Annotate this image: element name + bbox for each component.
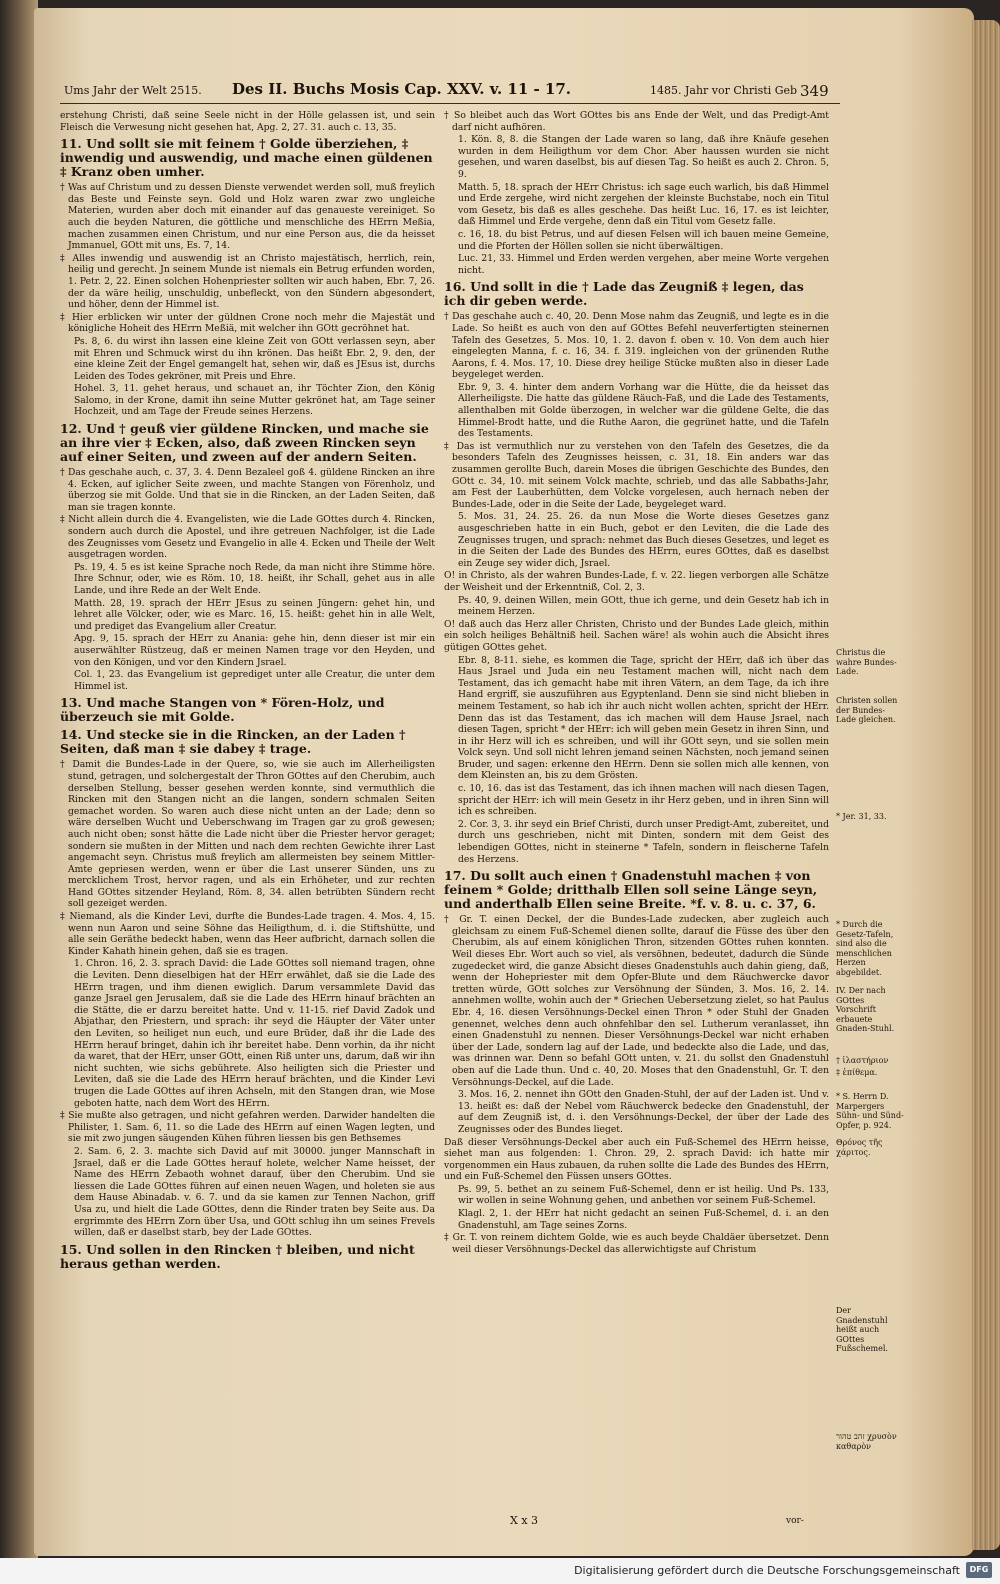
book-gutter: [0, 0, 38, 1584]
commentary-paragraph: Matth. 5, 18. sprach der HErr Christus: ich sage euch warlich, bis daß Himmel und Erde zergehe, wird nicht zergehen der kleinste Buchstabe, noch ein Titul vom Gesetz, bis daß es alles geschehe. Das heißt Luc. 16, 17. es ist leichter, daß Himmel und Erde vergehe, denn daß ein Titul vom Gesetz falle.: [458, 181, 829, 228]
commentary-paragraph: O! daß auch das Herz aller Christen, Christo und der Bundes Lade gleich, mithin ein solch heiliges Behältniß heil. Sachen wäre! als wohin auch die Absicht ihres gütigen GOttes gehet.: [444, 618, 829, 653]
page-number: 349: [800, 82, 829, 100]
commentary-paragraph: Apg. 9, 15. sprach der HErr zu Anania: gehe hin, denn dieser ist mir ein auserwählter Rüstzeug, daß er meinen Namen trage vor den Heyden, und von den Königen, und vor den Kindern Jsrael.: [74, 633, 435, 668]
running-header-title: Des II. Buchs Mosis Cap. XXV. v. 11 - 17.: [232, 80, 572, 98]
commentary-paragraph: c. 10, 16. das ist das Testament, das ich ihnen machen will nach diesen Tagen, spricht der HErr: ich will mein Gesetz in ihr Herz geben, und in ihren Sinn will ich es schreiben.: [458, 783, 829, 818]
commentary-paragraph: 2. Cor. 3, 3. ihr seyd ein Brief Christi, durch unser Predigt-Amt, zubereitet, und durch uns geschrieben, nicht mit Dinten, sondern mit dem Geist des lebendigen GOttes, nicht in steinerne * Tafeln, sondern in fleischerne Tafeln des Herzens.: [458, 818, 829, 865]
verse-paragraph: 14. Und stecke sie in die Rincken, an der Laden † Seiten, daß man ‡ sie dabey ‡ trage.: [60, 727, 406, 757]
running-header-right: 1485. Jahr vor Christi Geb: [650, 84, 798, 97]
commentary-paragraph: † Gr. T. einen Deckel, der die Bundes-Lade zudecken, aber zugleich auch gleichsam zu einem Fuß-Schemel dienen sollte, darauf die Füsse des über den Cherubim, als auf einem königlichen Thron, sitzenden GOttes ruhen konnten. Weil dieses Ebr. Wort auch so viel, als versöhnen, bedeutet, dadurch die Sünde zugedecket wird, die ganze Absicht dieses Gnadenstuhls auch dahin gieng, daß, wenn der Hohepriester mit dem Opfer-Blute und dem Räuchwercke davor tretten würde, GOtt solches zur Versöhnung der Sünden, 3. Mos. 16, 2. 14. annehmen wollte, wohin auch der * Griechen Uebersetzung zielet, so hat Paulus Ebr. 4, 16. diesen Versöhnungs-Deckel einen Thron * oder Stuhl der Gnaden genennet, welches denn auch ohnfehlbar den sel. Lutherum veranlasset, ihn einen Gnadenstuhl zu nennen. Dieser Versöhnungs-Deckel war nicht erhaben über der Lade, sondern lag auf der Lade, und bedeckte also die Lade, und das, was drinnen war. Denn so befahl GOtt unten, v. 21. du sollst den Gnadenstuhl oben auf die Lade thun. Und c. 40, 20. Moses that den Gnadenstuhl, Gr. T. den Versöhnungs-Deckel, auf die Lade.: [444, 914, 829, 1088]
commentary-paragraph: Klagl. 2, 1. der HErr hat nicht gedacht an seinen Fuß-Schemel, d. i. an den Gnadenstuhl, am Tage seines Zorns.: [458, 1208, 829, 1231]
commentary-paragraph: O! in Christo, als der wahren Bundes-Lade, f. v. 22. liegen verborgen alle Schätze der Weisheit und der Erkenntniß, Col. 2, 3.: [444, 570, 829, 593]
commentary-paragraph: Luc. 21, 33. Himmel und Erden werden vergehen, aber meine Worte vergehen nicht.: [458, 253, 829, 276]
right-text-column: [444, 110, 829, 1465]
commentary-paragraph: † So bleibet auch das Wort GOttes bis ans Ende der Welt, und das Predigt-Amt darf nicht aufhören.: [444, 110, 829, 133]
margin-note: Θρόνος τῆς χάριτος.: [836, 1138, 883, 1157]
verse-paragraph: 17. Du sollt auch einen † Gnadenstuhl machen ‡ von feinem * Golde; dritthalb Ellen soll seine Länge seyn, und anderthalb Ellen seine Breite. *f. v. 8. u. c. 37, 6.: [444, 868, 818, 912]
margin-note: † ἱλαστήριον: [836, 1056, 889, 1065]
funding-notice: Digitalisierung gefördert durch die Deutsche Forschungsgemeinschaft: [574, 1564, 960, 1577]
commentary-paragraph: ‡ Niemand, als die Kinder Levi, durfte die Bundes-Lade tragen. 4. Mos. 4, 15. wenn nun Aaron und seine Söhne das Heiligthum, d. i. die Stiftshütte, und alle sein Geräthe bedeckt haben, wenn das Heer aufbricht, darnach sollen die Kinder Kahath hinein gehen, daß sie es tragen.: [60, 911, 435, 957]
dfg-logo-icon: DFG: [966, 1562, 992, 1578]
margin-note: * S. Herrn D. Marpergers Sühn- und Sünd-Opfer, p. 924.: [836, 1092, 904, 1130]
signature-mark: X x 3: [510, 1514, 539, 1527]
margin-note: * Durch die Gesetz-Tafeln, sind also die menschlichen Herzen abgebildet.: [836, 920, 894, 977]
verse-paragraph: 11. Und sollt sie mit feinem † Golde überziehen, ‡ inwendig und auswendig, und mache einen güldenen ‡ Kranz oben umher.: [60, 136, 433, 180]
commentary-paragraph: 5. Mos. 31, 24. 25. 26. da nun Mose die Worte dieses Gesetzes ganz ausgeschrieben hatte in ein Buch, gebot er den Leviten, die die Lade des Zeugnisses trugen, und sprach: nehmet das Buch dieses Gesetzes, und leget es in die Seiten der Lade des Bundes des HErrn, eures GOttes, daß es daselbst ein Zeuge sey wider dich, Jsrael.: [458, 511, 829, 569]
commentary-paragraph: ‡ Alles inwendig und auswendig ist an Christo majestätisch, herrlich, rein, heilig und gerecht. Jn seinem Munde ist niemals ein Betrug erfunden worden, 1. Petr. 2, 22. Einen solchen Hohenpriester sollten wir auch haben, Ebr. 7, 26. der da wäre heilig, unschuldig, unbefleckt, von den Sündern abgesondert, und höher, denn der Himmel ist.: [60, 252, 435, 311]
commentary-paragraph: Daß dieser Versöhnungs-Deckel aber auch ein Fuß-Schemel des HErrn heisse, siehet man aus folgenden: 1. Chron. 29, 2. sprach David: ich hatte mir vorgenommen ein Haus zubauen, da ruhen sollte die Lade des Bundes des HErrn, und ein Fuß-Schemel den Füssen unsers GOttes.: [444, 1136, 829, 1183]
margin-note: ‡ ἐπίθεμα.: [836, 1068, 878, 1077]
commentary-paragraph: Ps. 8, 6. du wirst ihn lassen eine kleine Zeit von GOtt verlassen seyn, aber mit Ehren und Schmuck wirst du ihn krönen. Das heißt Ebr. 2, 9. den, der eine kleine Zeit der Engel gemangelt hat, sehen wir, daß es JEsus ist, durchs Leiden des Todes gekröner, mit Preis und Ehre.: [74, 335, 435, 382]
page-edges: [972, 20, 1000, 1550]
verse-paragraph: 12. Und † geuß vier güldene Rincken, und mache sie an ihre vier ‡ Ecken, also, daß zween Rincken seyn auf einer Seiten, und zween auf der andern Seiten.: [60, 421, 429, 465]
commentary-paragraph: † Das geschahe auch c. 40, 20. Denn Mose nahm das Zeugniß, und legte es in die Lade. So heißt es auch von den auf GOttes Befehl neuverfertigten steinernen Tafeln des Gesetzes, 5. Mos. 10, 1. 2. davon f. oben v. 10. Von dem auch hier eingelegten Manna, f. c. 16, 34. f. 319. ingleichen von der grünenden Ruthe Aarons, f. 4. Mos. 17, 10. Diese drey heilige Stücke mußten also in dieser Lade beygeleget werden.: [444, 311, 829, 381]
commentary-paragraph: 2. Sam. 6, 2. 3. machte sich David auf mit 30000. junger Mannschaft in Jsrael, daß er die Lade GOttes herauf holete, welcher Name heisset, der Name des HErrn Zebaoth wohnet darauf, über den Cherubim. Und sie liessen die Lade GOttes führen auf einen neuen Wagen, und holeten sie aus dem Hause Abinadab. v. 6. 7. und da sie kamen zur Tennen Nachon, griff Usa zu, und hielt die Lade GOttes, denn die Rinder traten bey Seite aus. Da ergrimmte des HErrn Zorn über Usa, und GOtt schlug ihn um seines Frevels willen, daß er daselbst starb, bey der Lade GOttes.: [74, 1145, 435, 1239]
margin-note: IV. Der nach GOttes Vorschrift erbauete Gnaden-Stuhl.: [836, 986, 895, 1033]
commentary-paragraph: ‡ Das ist vermuthlich nur zu verstehen von den Tafeln des Gesetzes, die da besonders Tafeln des Zeugnisses heissen, c. 31, 18. Ein anders war das zusammen gerollte Buch, darein Moses die übrigen Geschichte des Bundes, den GOtt c. 34, 10. mit seinem Volck machte, schrieb, und das alle Sabbaths-Jahr, am Fest der Lauberhütten, dem Volcke vorgelesen, auch hernach neben der Bundes-Lade, oder in die Seite der Lade, beygeleget ward.: [444, 440, 829, 510]
commentary-paragraph: ‡ Gr. T. von reinem dichtem Golde, wie es auch beyde Chaldäer übersetzet. Denn weil dieser Versöhnungs-Deckel das allerwichtigste auf Christum: [444, 1232, 829, 1255]
commentary-paragraph: erstehung Christi, daß seine Seele nicht in der Hölle gelassen ist, und sein Fleisch die Verwesung nicht gesehen hat, Apg. 2, 27. 31. auch c. 13, 35.: [60, 110, 435, 133]
commentary-paragraph: 3. Mos. 16, 2. nennet ihn GOtt den Gnaden-Stuhl, der auf der Laden ist. Und v. 13. heißt es: daß der Nebel vom Räuchwerck bedecke den Gnadenstuhl, der auf dem Zeugniß ist, d. i. den Versöhnungs-Deckel, der über der Lade des Zeugnisses oder des Bundes lieget.: [458, 1089, 829, 1135]
commentary-paragraph: Matth. 28, 19. sprach der HErr JEsus zu seinen Jüngern: gehet hin, und lehret alle Völcker, oder, wie es Marc. 16, 15. heißt: gehet hin in alle Welt, und prediget das Evangelium aller Creatur.: [74, 597, 435, 632]
commentary-paragraph: Ps. 99, 5. bethet an zu seinem Fuß-Schemel, denn er ist heilig. Und Ps. 133, wir wollen in seine Wohnung gehen, und anbethen vor seinem Fuß-Schemel.: [458, 1183, 829, 1207]
commentary-paragraph: Hohel. 3, 11. gehet heraus, und schauet an, ihr Töchter Zion, den König Salomo, in der Krone, damit ihn seine Mutter gekrönet hat, am Tage seiner Hochzeit, und am Tage der Freude seines Herzens.: [74, 383, 435, 418]
catchword: vor-: [786, 1516, 804, 1526]
margin-note: Christen sollen der Bundes-Lade gleichen.: [836, 696, 898, 724]
commentary-paragraph: c. 16, 18. du bist Petrus, und auf diesen Felsen will ich bauen meine Gemeine, und die Pforten der Höllen sollen sie nicht überwältigen.: [458, 228, 829, 252]
commentary-paragraph: † Was auf Christum und zu dessen Dienste verwendet werden soll, muß freylich das Beste und Feinste seyn. Gold und Holz waren zwar zwo ungleiche Materien, wurden aber doch mit einander auf das genaueste vereiniget. So auch die beyden Naturen, die göttliche und menschliche des HErrn Meßia, machen zusammen einen Christum, und nur eine Person aus, die da heisset Jmmanuel, GOtt mit uns, Es. 7, 14.: [60, 182, 435, 252]
verse-paragraph: 13. Und mache Stangen von * Fören-Holz, und überzeuch sie mit Golde.: [60, 695, 385, 725]
margin-note: זהב טהור χρυσὸν καθαρὸν: [836, 1432, 897, 1451]
margin-note: Der Gnadenstuhl heißt auch GOttes Fußschemel.: [836, 1306, 888, 1353]
commentary-paragraph: † Das geschahe auch, c. 37, 3. 4. Denn Bezaleel goß 4. güldene Rincken an ihre 4. Ecken, auf iglicher Seite zween, und machte Stangen von Förenholz, und überzog sie mit Golde. Und that sie in die Rincken, an der Laden Seiten, daß man sie tragen konnte.: [60, 467, 435, 513]
running-header-left: Ums Jahr der Welt 2515.: [64, 84, 202, 97]
margin-note: * Jer. 31, 33.: [836, 812, 887, 821]
commentary-paragraph: Ps. 19, 4. 5 es ist keine Sprache noch Rede, da man nicht ihre Stimme höre. Ihre Schnur, oder, wie es Röm. 10, 18. heißt, ihr Schall, gehet aus in alle Lande, und ihre Rede an der Welt Ende.: [74, 561, 435, 596]
commentary-paragraph: ‡ Sie mußte also getragen, und nicht gefahren werden. Darwider handelten die Philister, 1. Sam. 6, 11. so die Lade des HErrn auf einen Wagen legten, und sie mit zwo jungen säugenden Kühen führen liessen bis gen Bethsemes: [60, 1110, 435, 1145]
commentary-paragraph: † Damit die Bundes-Lade in der Quere, so, wie sie auch im Allerheiligsten stund, getragen, und solchergestalt der Thron GOttes auf den Cherubim, auch derselben Stellung, besser gesehen werden konnte, sind vermuthlich die Rincken mit den Stangen nicht an die langen, sondern schmalen Seiten gemachet worden. So waren auch diese nicht unten an der Lade; denn so wäre derselben Wucht und Ueberschwang im Tragen gar zu groß gewesen; auch nicht oben; sonst hätte die Lade nicht über die Priester hervor geraget; sondern sie mußten in der Mitten und nach dem rechten Gewichte ihrer Last angemacht seyn. Christus muß freylich am allermeisten bey seinem Mittler-Amte gepriesen werden, wenn er über die Last unserer Sünden, uns zu mercklichem Trost, hervor ragen, und als ein Erhöheter, und zur rechten Hand GOttes sitzender Heyland, Röm. 8, 34. allen betrübten Sündern recht soll gezeiget werden.: [60, 759, 435, 910]
commentary-paragraph: Ps. 40, 9. deinen Willen, mein GOtt, thue ich gerne, und dein Gesetz hab ich in meinem Herzen.: [458, 594, 829, 618]
commentary-paragraph: Ebr. 9, 3. 4. hinter dem andern Vorhang war die Hütte, die da heisset das Allerheiligste. Die hatte das güldene Räuch-Faß, und die Lade des Testaments, allenthalben mit Golde überzogen, in welcher war die güldene Gelte, die das Himmel-Brodt hatte, und die Ruthe Aaron, die gegrünet hatte, und die Tafeln des Testaments.: [458, 381, 829, 440]
commentary-paragraph: 1. Chron. 16, 2. 3. sprach David: die Lade GOttes soll niemand tragen, ohne die Leviten. Denn dieselbigen hat der HErr erwählet, daß sie die Lade des HErrn tragen, und ihm dienen ewiglich. Darum versammlete David das ganze Jsrael gen Jerusalem, daß sie die Lade des HErrn hinauf brächten an die Stätte, die er darzu bereitet hatte. Und v. 11-15. rief David Zadok und Abjathar, den Priestern, und sprach: ihr seyd die Häupter der Väter unter den Leviten, so heiliget nun euch, und eure Brüder, daß ihr die Lade des HErrn herauf bringet, dahin ich ihr bereitet habe. Denn vorhin, da ihr nicht da waret, that der HErr, unser GOtt, einen Riß unter uns, darum, daß wir ihn nicht suchten, wie sichs gebührete. Also heiligten sich die Priester und Leviten, daß sie die Lade des HErrn herauf brächten, und die Kinder Levi trugen die Lade GOttes auf ihren Achseln, mit den Stangen dran, wie Mose geboten hatte, nach dem Wort des HErrn.: [74, 958, 435, 1109]
verse-paragraph: 15. Und sollen in den Rincken † bleiben, und nicht heraus gethan werden.: [60, 1241, 415, 1271]
left-text-column: [60, 110, 435, 1470]
commentary-paragraph: ‡ Hier erblicken wir unter der güldnen Crone noch mehr die Majestät und königliche Hoheit des HErrn Meßiä, mit welcher ihn GOtt gecröhnet hat.: [60, 311, 435, 335]
commentary-paragraph: Col. 1, 23. das Evangelium ist geprediget unter alle Creatur, die unter dem Himmel ist.: [74, 669, 435, 692]
verse-paragraph: 16. Und sollt in die † Lade das Zeugniß ‡ legen, das ich dir geben werde.: [444, 279, 804, 309]
commentary-paragraph: 1. Kön. 8, 8. die Stangen der Lade waren so lang, daß ihre Knäufe gesehen wurden in dem Heiligthum vor dem Chor. Aber haussen wurden sie nicht gesehen, und waren daselbst, bis auf diesen Tag. So heißt es auch 2. Chron. 5, 9.: [458, 134, 829, 180]
header-rule: [60, 103, 840, 104]
margin-note: Christus die wahre Bundes-Lade.: [836, 648, 897, 676]
commentary-paragraph: ‡ Nicht allein durch die 4. Evangelisten, wie die Lade GOttes durch 4. Rincken, sondern auch durch die Apostel, und ihre getreuen Nachfolger, ist die Lade des Zeugnisses vom Gesetz und Evangelio in alle 4. Ecken und Theile der Welt ausgetragen worden.: [60, 514, 435, 561]
commentary-paragraph: Ebr. 8, 8-11. siehe, es kommen die Tage, spricht der HErr, daß ich über das Haus Jsrael und Juda ein neu Testament machen will, nicht nach dem Testament, das ich gemacht habe mit ihren Vätern, an dem Tage, da ich ihre Hand ergriff, sie auszuführen aus Egyptenland. Denn sie sind nicht blieben in meinem Testament, so hab ich ihr auch nicht wollen achten, spricht der HErr. Denn das ist das Testament, das ich machen will dem Hause Jsrael, nach diesen Tagen, spricht * der HErr: ich will geben mein Gesetz in ihren Sinn, und in ihr Herz will ich es schreiben, und will ihr GOtt seyn, und sie sollen mein Volck seyn. Und soll nicht lehren jemand seinen Nächsten, noch jemand seinen Bruder, und sagen: erkenne den HErrn. Denn sie sollen mich alle kennen, von dem Kleinsten an, bis zu dem Grösten.: [458, 654, 829, 782]
